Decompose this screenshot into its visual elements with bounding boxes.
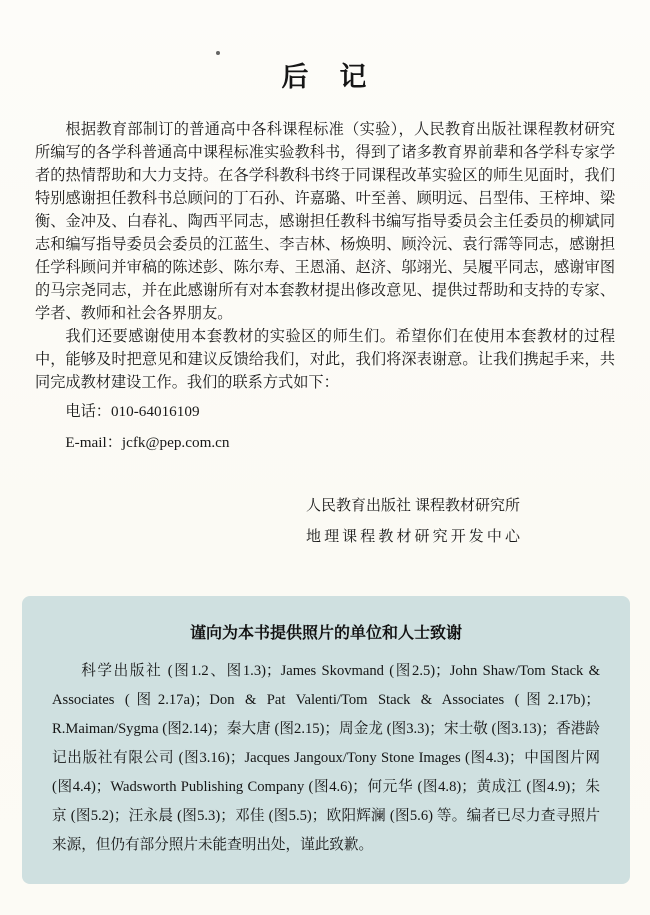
signature-line-center: 地理课程教材研究开发中心 [306,529,520,545]
ink-speck [216,51,220,55]
email-line [65,430,615,456]
page-title: 后 记 [281,62,369,92]
signature-publisher: 人民教育出版社 [306,498,412,514]
signature-institute: 课程教材研究所 [414,498,520,514]
phone-label: 电话： [65,403,111,420]
email-label: E-mail： [65,434,122,451]
signature-block [306,494,520,546]
main-text-column [0,118,650,546]
photo-credits-heading: 谨向为本书提供照片的单位和人士致谢 [189,625,462,642]
phone-line [65,399,615,425]
phone-number: 010-64016109 [110,403,200,420]
paragraph-acknowledgements: 根据教育部制订的普通高中各科课程标准（实验），人民教育出版社课程教材研究所编写的各学科普通高中课程标准实验教科书，得到了诸多教育界前辈和各学科专家学者的热情帮助和大力支持。在各学科教科书终于同课程改革实验区的师生见面时，我们特别感谢担任教科书总顾问的丁石孙、许嘉璐、叶至善、顾明远、吕型伟、王梓坤、梁衡、金冲及、白春礼、陶西平同志，感谢担任教科书编写指导委员会主任委员的柳斌同志和编写指导委员会委员的江蓝生、李吉林、杨焕明、顾泠沅、袁行霈等同志，感谢担任学科顾问并审稿的陈述彭、陈尔寿、王恩涌、赵济、邬翊光、吴履平同志，感谢审图的马宗尧同志，并在此感谢所有对本套教材提出修改意见、提供过帮助和支持的专家、学者、教师和社会各界朋友。 [35,121,615,322]
photo-credits-body: 科学出版社 (图1.2、图1.3)；James Skovmand (图2.5)；John Shaw/Tom Stack & Associates (图2.17a)；Don & Pat Valenti/Tom Stack & Associates (图2.17b)；R.Maiman/Sygma (图2.14)；秦大唐 (图2.15)；周金龙 (图3.3)；宋士敬 (图3.13)；香港龄记出版社有限公司 (图3.16)；Jacques Jangoux/Tony Stone Images (图4.3)；中国图片网 (图4.4)；Wadsworth Publishing Company (图4.6)；何元华 (图4.8)；黄成江 (图4.9)；朱京 (图5.2)；汪永晨 (图5.3)；邓佳 (图5.5)；欧阳辉澜 (图5.6) 等。编者已尽力查寻照片来源，但仍有部分照片未能查明出处，谨此致歉。 [52,663,600,853]
photo-credits-box [22,596,630,884]
signature-line-publisher [306,494,520,515]
email-address: jcfk@pep.com.cn [121,434,230,451]
paragraph-feedback-request: 我们还要感谢使用本套教材的实验区的师生们。希望你们在使用本套教材的过程中，能够及时把意见和建议反馈给我们，对此，我们将深表谢意。让我们携起手来，共同完成教材建设工作。我们的联系方式如下： [35,328,615,391]
